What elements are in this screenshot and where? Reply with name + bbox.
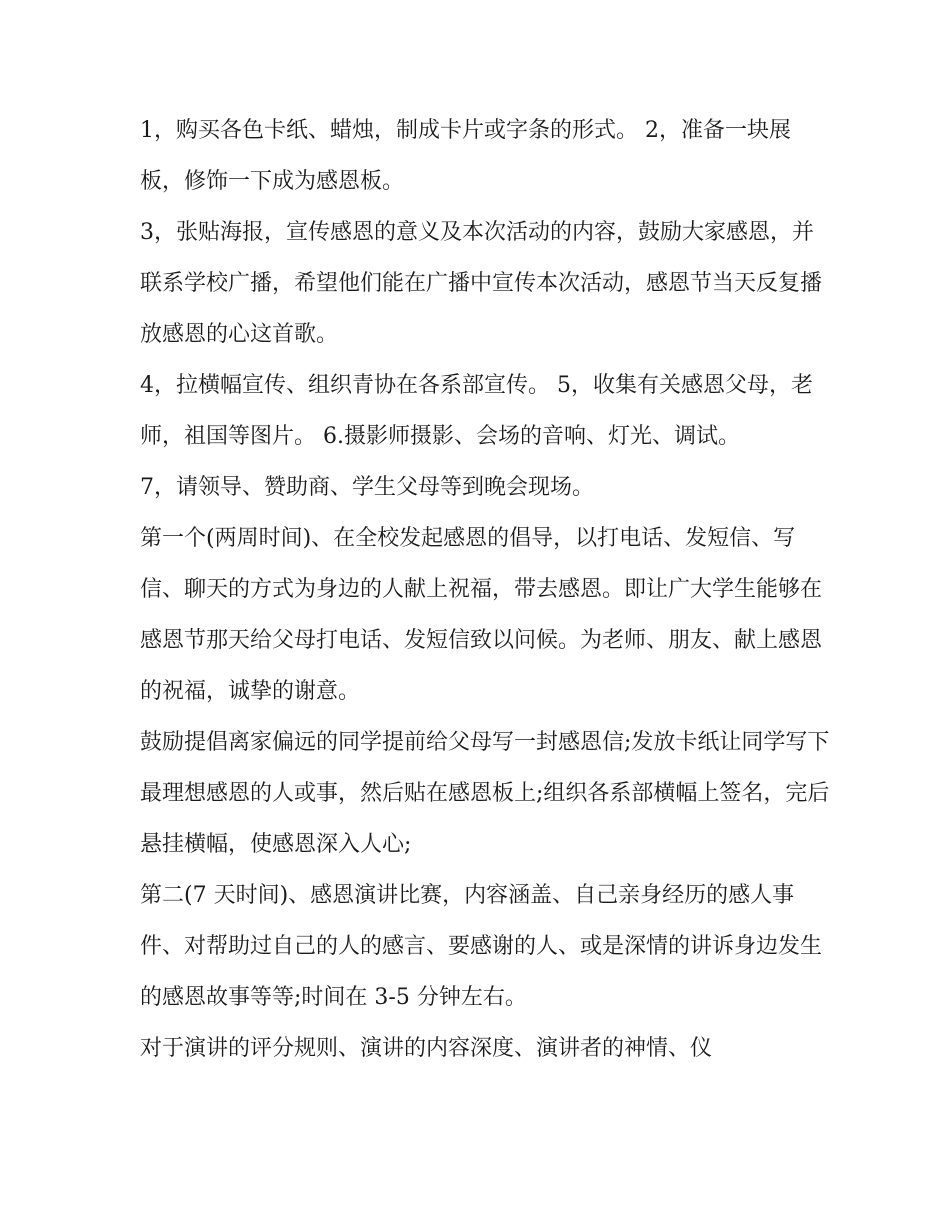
paragraph-banners: 4，拉横幅宣传、组织青协在各系部宣传。 5，收集有关感恩父母，老师，祖国等图片。 6.摄影师摄影、会场的音响、灯光、调试。 <box>140 373 813 449</box>
paragraph-posters: 3，张贴海报，宣传感恩的意义及本次活动的内容，鼓励大家感恩，并联系学校广播，希望他们能在广播中宣传本次活动，感恩节当天反复播放感恩的心这首歌。 <box>140 220 823 347</box>
paragraph-phase-two: 第二(7 天时间)、感恩演讲比赛，内容涵盖、自己亲身经历的感人事件、对帮助过自己的人的感言、要感谢的人、或是深情的讲诉身边发生的感恩故事等等;时间在 3-5 分钟左右。 <box>140 883 823 1010</box>
document-body <box>140 105 830 1074</box>
paragraph-encourage-letters: 鼓励提倡离家偏远的同学提前给父母写一封感恩信;发放卡纸让同学写下最理想感恩的人或事，然后贴在感恩板上;组织各系部横幅上签名，完后悬挂横幅，使感恩深入人心; <box>140 730 830 857</box>
paragraph-phase-one: 第一个(两周时间)、在全校发起感恩的倡导，以打电话、发短信、写信、聊天的方式为身边的人献上祝福，带去感恩。即让广大学生能够在感恩节那天给父母打电话、发短信致以问候。为老师、朋友、献上感恩的祝福，诚挚的谢意。 <box>140 526 823 704</box>
paragraph-invitations: 7，请领导、赞助商、学生父母等到晚会现场。 <box>140 475 594 500</box>
paragraph-scoring-rules: 对于演讲的评分规则、演讲的内容深度、演讲者的神情、仪 <box>140 1036 713 1061</box>
paragraph-materials: 1，购买各色卡纸、蜡烛，制成卡片或字条的形式。 2，准备一块展板，修饰一下成为感恩板。 <box>140 118 791 194</box>
